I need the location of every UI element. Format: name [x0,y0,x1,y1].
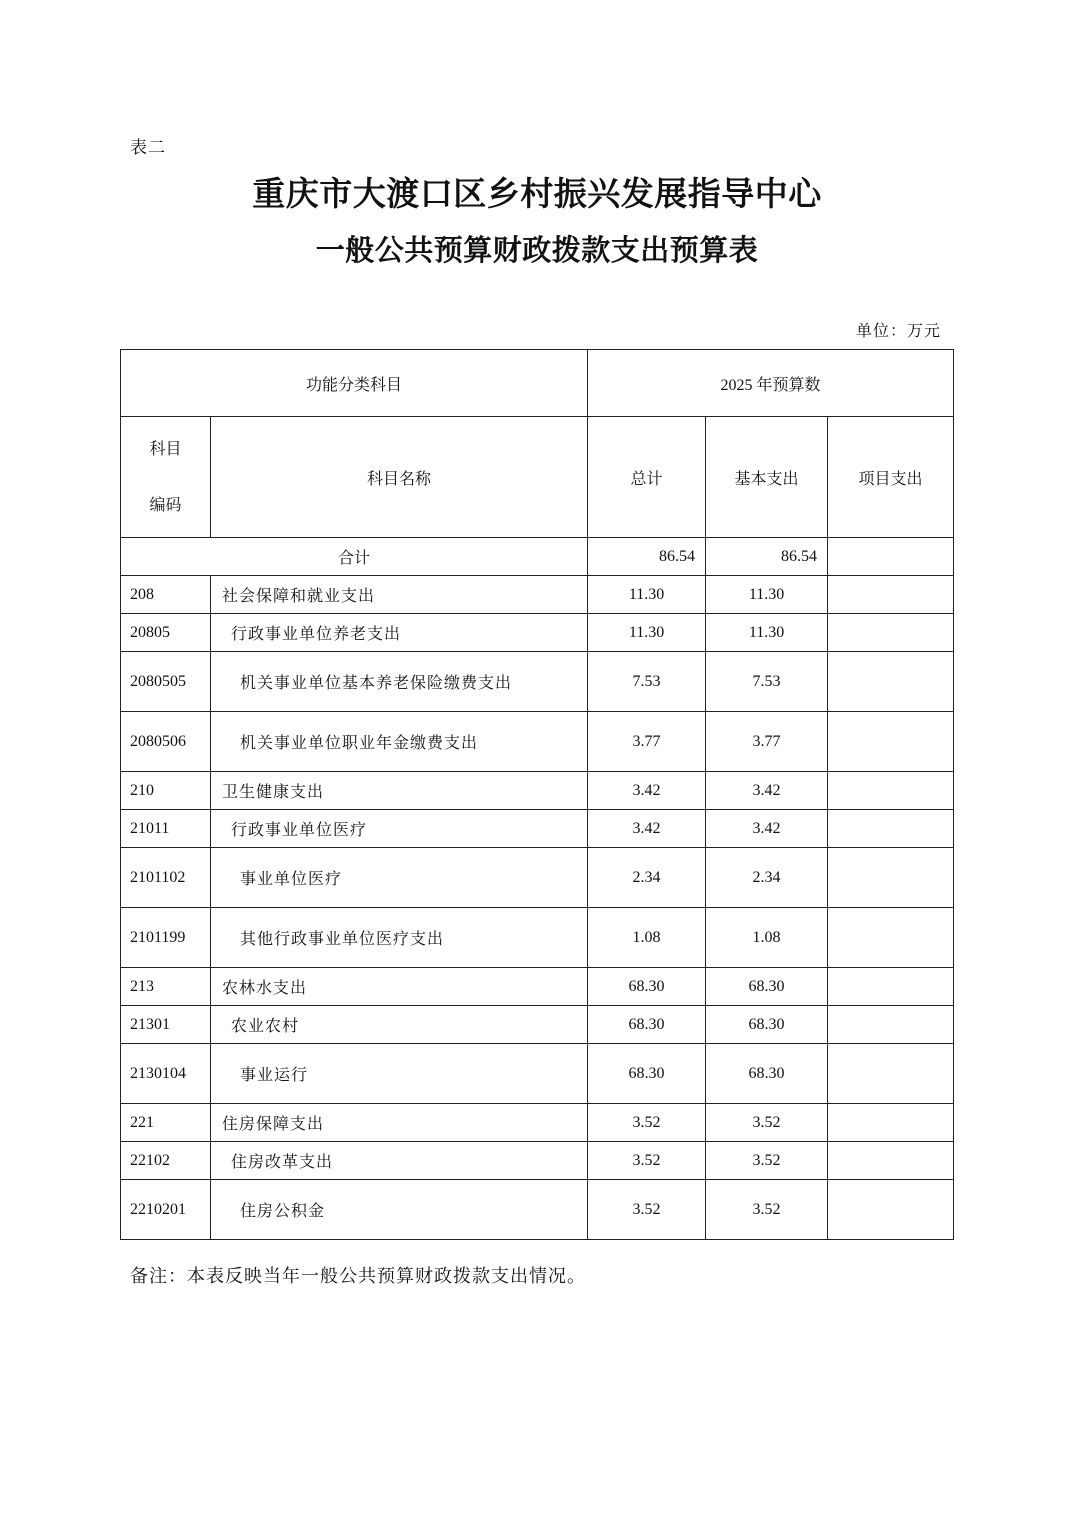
budget-year-header: 2025 年预算数 [588,350,954,417]
row-basic: 68.30 [706,1044,828,1104]
row-project [828,1006,954,1044]
total-row-label: 合计 [121,538,588,576]
row-basic: 3.52 [706,1142,828,1180]
row-project [828,1180,954,1240]
table-row [121,1044,954,1104]
row-total: 3.42 [588,772,706,810]
table-row [121,614,954,652]
row-basic: 68.30 [706,1006,828,1044]
table-row [121,576,954,614]
row-project [828,614,954,652]
table-row [121,968,954,1006]
code-header [121,417,211,538]
total-row-basic: 86.54 [706,538,828,576]
row-project [828,1104,954,1142]
row-name: 卫生健康支出 [211,772,588,810]
total-row [121,538,954,576]
footnote: 备注：本表反映当年一般公共预算财政拨款支出情况。 [130,1266,586,1287]
table-row [121,810,954,848]
row-code: 2101102 [121,848,211,908]
row-basic: 7.53 [706,652,828,712]
row-project [828,1142,954,1180]
category-header: 功能分类科目 [121,350,588,417]
row-code: 221 [121,1104,211,1142]
row-code: 2080506 [121,712,211,772]
row-code: 21301 [121,1006,211,1044]
unit-label: 单位：万元 [855,321,941,340]
code-header-line2: 编码 [149,495,182,514]
row-basic: 68.30 [706,968,828,1006]
row-basic: 3.52 [706,1180,828,1240]
row-total: 3.52 [588,1180,706,1240]
row-name: 农林水支出 [211,968,588,1006]
row-name: 农业农村 [211,1006,588,1044]
name-header: 科目名称 [211,417,588,538]
row-name: 行政事业单位医疗 [211,810,588,848]
table-row [121,908,954,968]
row-basic: 1.08 [706,908,828,968]
row-code: 210 [121,772,211,810]
row-project [828,1044,954,1104]
row-project [828,652,954,712]
row-code: 22102 [121,1142,211,1180]
row-total: 11.30 [588,576,706,614]
row-name: 事业运行 [211,1044,588,1104]
row-project [828,848,954,908]
row-total: 68.30 [588,1006,706,1044]
row-name: 机关事业单位职业年金缴费支出 [211,712,588,772]
row-total: 68.30 [588,1044,706,1104]
row-code: 2210201 [121,1180,211,1240]
row-name: 住房保障支出 [211,1104,588,1142]
row-total: 3.52 [588,1104,706,1142]
row-name: 机关事业单位基本养老保险缴费支出 [211,652,588,712]
header-row-top [121,350,954,417]
row-name: 住房公积金 [211,1180,588,1240]
basic-header: 基本支出 [706,417,828,538]
row-name: 住房改革支出 [211,1142,588,1180]
row-code: 21011 [121,810,211,848]
budget-table [120,349,954,1240]
document-label: 表二 [130,138,166,158]
table-row [121,1104,954,1142]
row-name: 行政事业单位养老支出 [211,614,588,652]
row-basic: 11.30 [706,576,828,614]
row-name: 事业单位医疗 [211,848,588,908]
table-row [121,1142,954,1180]
row-basic: 2.34 [706,848,828,908]
row-code: 2080505 [121,652,211,712]
row-basic: 3.42 [706,772,828,810]
row-basic: 3.52 [706,1104,828,1142]
row-code: 2130104 [121,1044,211,1104]
table-row [121,1180,954,1240]
row-basic: 3.42 [706,810,828,848]
row-basic: 11.30 [706,614,828,652]
table-row [121,1006,954,1044]
row-code: 213 [121,968,211,1006]
row-project [828,810,954,848]
row-total: 3.52 [588,1142,706,1180]
total-row-project [828,538,954,576]
total-header: 总计 [588,417,706,538]
row-name: 社会保障和就业支出 [211,576,588,614]
row-total: 11.30 [588,614,706,652]
total-row-total: 86.54 [588,538,706,576]
row-total: 3.77 [588,712,706,772]
row-total: 7.53 [588,652,706,712]
row-project [828,968,954,1006]
project-header: 项目支出 [828,417,954,538]
table-row [121,652,954,712]
row-project [828,576,954,614]
row-code: 208 [121,576,211,614]
row-project [828,772,954,810]
header-row-bottom [121,417,954,538]
table-row [121,712,954,772]
row-project [828,908,954,968]
row-code: 20805 [121,614,211,652]
row-total: 1.08 [588,908,706,968]
row-total: 3.42 [588,810,706,848]
table-row [121,848,954,908]
row-total: 2.34 [588,848,706,908]
row-name: 其他行政事业单位医疗支出 [211,908,588,968]
row-total: 68.30 [588,968,706,1006]
page-title: 重庆市大渡口区乡村振兴发展指导中心 [252,174,822,213]
row-basic: 3.77 [706,712,828,772]
row-project [828,712,954,772]
page-subtitle: 一般公共预算财政拨款支出预算表 [315,233,759,267]
row-code: 2101199 [121,908,211,968]
code-header-line1: 科目 [149,439,182,458]
table-row [121,772,954,810]
